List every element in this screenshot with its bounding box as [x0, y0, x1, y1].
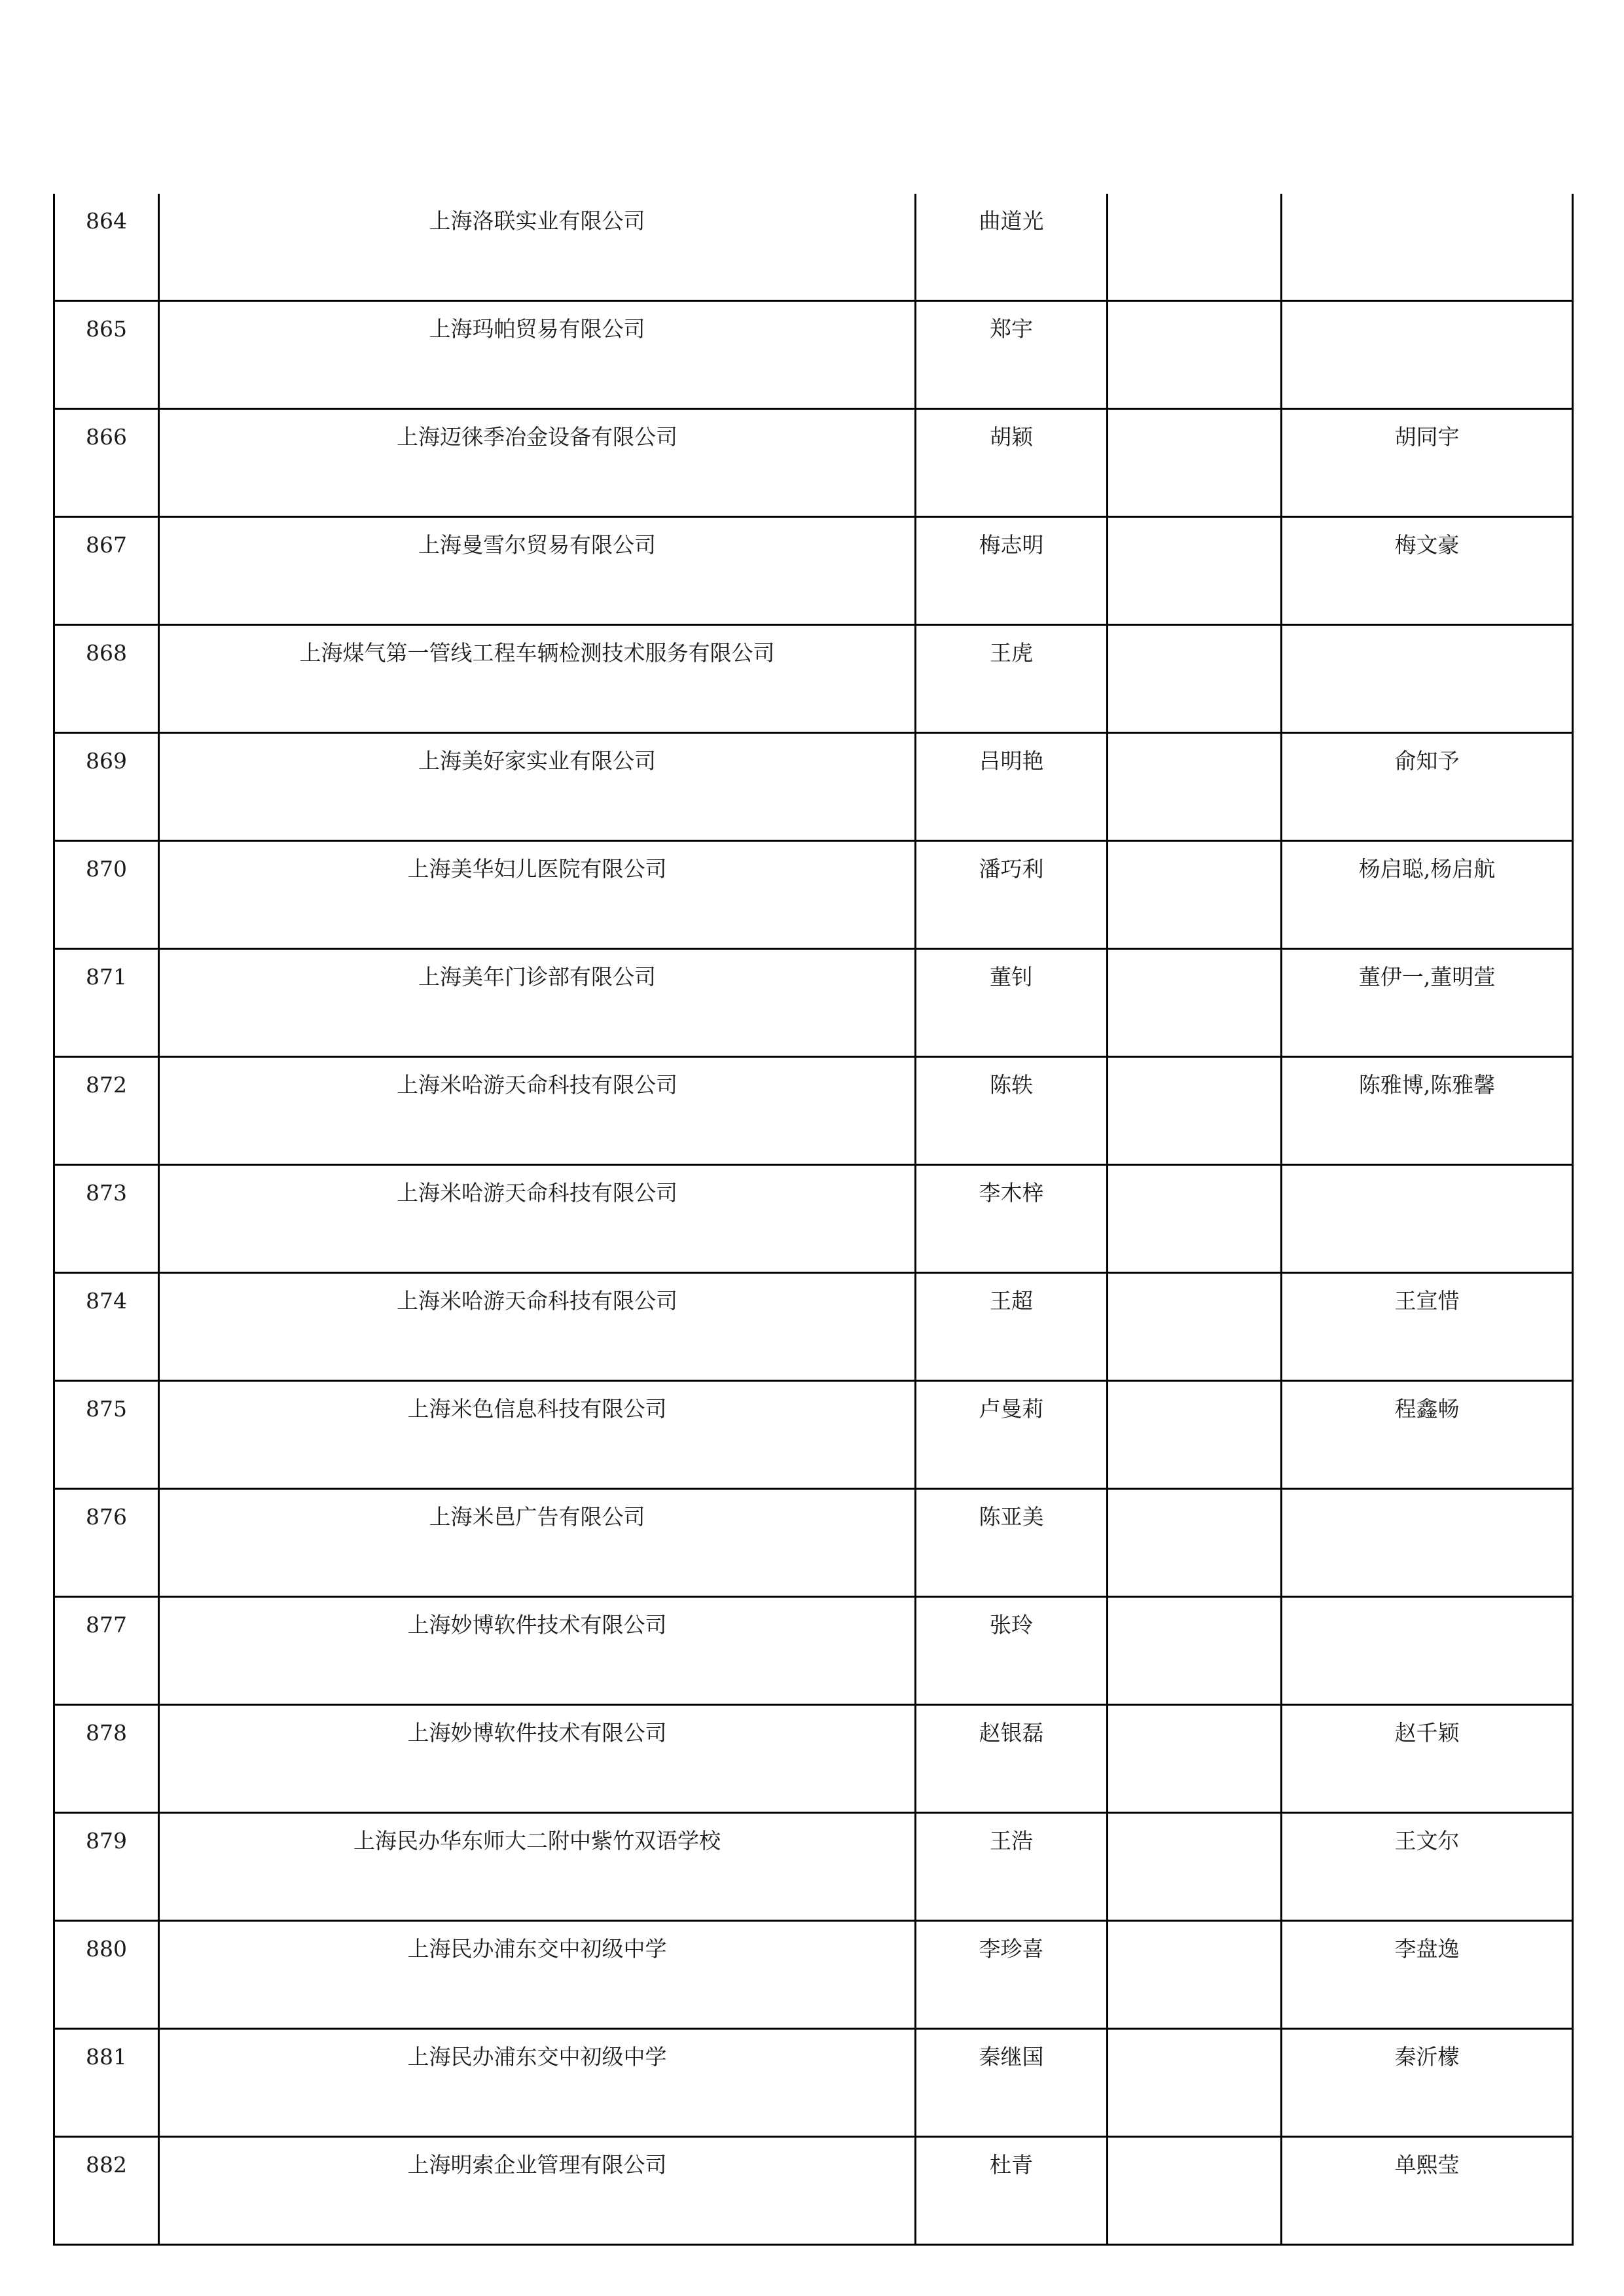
company-name: 上海煤气第一管线工程车辆检测技术服务有限公司 — [159, 625, 916, 733]
employee-name: 董钊 — [916, 949, 1108, 1057]
employee-name: 吕明艳 — [916, 733, 1108, 841]
children-names — [1282, 194, 1573, 301]
employee-name: 陈亚美 — [916, 1489, 1108, 1597]
blank-cell — [1108, 409, 1282, 517]
children-names: 程鑫畅 — [1282, 1381, 1573, 1489]
row-number: 867 — [54, 517, 159, 625]
blank-cell — [1108, 1813, 1282, 1921]
row-number: 865 — [54, 301, 159, 409]
row-number: 876 — [54, 1489, 159, 1597]
company-name: 上海玛帕贸易有限公司 — [159, 301, 916, 409]
children-names: 俞知予 — [1282, 733, 1573, 841]
employee-name: 卢曼莉 — [916, 1381, 1108, 1489]
company-name: 上海妙博软件技术有限公司 — [159, 1705, 916, 1813]
company-name: 上海民办浦东交中初级中学 — [159, 2029, 916, 2137]
company-name: 上海米色信息科技有限公司 — [159, 1381, 916, 1489]
company-name: 上海曼雪尔贸易有限公司 — [159, 517, 916, 625]
employee-name: 李木梓 — [916, 1165, 1108, 1273]
row-number: 868 — [54, 625, 159, 733]
blank-cell — [1108, 194, 1282, 301]
roster-table — [53, 194, 1574, 2246]
table-row — [54, 194, 1573, 301]
blank-cell — [1108, 1489, 1282, 1597]
employee-name: 郑宇 — [916, 301, 1108, 409]
employee-name: 梅志明 — [916, 517, 1108, 625]
table-row — [54, 517, 1573, 625]
employee-name: 张玲 — [916, 1597, 1108, 1705]
children-names: 杨启聪,杨启航 — [1282, 841, 1573, 949]
children-names — [1282, 1597, 1573, 1705]
blank-cell — [1108, 2029, 1282, 2137]
children-names: 单熙莹 — [1282, 2137, 1573, 2245]
children-names — [1282, 301, 1573, 409]
table-row — [54, 1489, 1573, 1597]
employee-name: 王超 — [916, 1273, 1108, 1381]
table-row — [54, 1921, 1573, 2029]
table-row — [54, 1273, 1573, 1381]
table-row — [54, 1057, 1573, 1165]
company-name: 上海米哈游天命科技有限公司 — [159, 1057, 916, 1165]
blank-cell — [1108, 1921, 1282, 2029]
company-name: 上海民办华东师大二附中紫竹双语学校 — [159, 1813, 916, 1921]
children-names — [1282, 1489, 1573, 1597]
children-names: 王宣惜 — [1282, 1273, 1573, 1381]
company-name: 上海洛联实业有限公司 — [159, 194, 916, 301]
table-row — [54, 1705, 1573, 1813]
children-names: 王文尔 — [1282, 1813, 1573, 1921]
children-names — [1282, 1165, 1573, 1273]
children-names — [1282, 625, 1573, 733]
company-name: 上海美华妇儿医院有限公司 — [159, 841, 916, 949]
row-number: 864 — [54, 194, 159, 301]
blank-cell — [1108, 733, 1282, 841]
table-row — [54, 625, 1573, 733]
blank-cell — [1108, 517, 1282, 625]
row-number: 866 — [54, 409, 159, 517]
row-number: 879 — [54, 1813, 159, 1921]
row-number: 877 — [54, 1597, 159, 1705]
row-number: 870 — [54, 841, 159, 949]
table-row — [54, 2029, 1573, 2137]
row-number: 881 — [54, 2029, 159, 2137]
employee-name: 赵银磊 — [916, 1705, 1108, 1813]
company-name: 上海美好家实业有限公司 — [159, 733, 916, 841]
row-number: 872 — [54, 1057, 159, 1165]
blank-cell — [1108, 1597, 1282, 1705]
roster-body — [54, 194, 1573, 2245]
children-names: 董伊一,董明萱 — [1282, 949, 1573, 1057]
blank-cell — [1108, 841, 1282, 949]
children-names: 胡同宇 — [1282, 409, 1573, 517]
company-name: 上海米哈游天命科技有限公司 — [159, 1273, 916, 1381]
blank-cell — [1108, 625, 1282, 733]
company-name: 上海美年门诊部有限公司 — [159, 949, 916, 1057]
company-name: 上海民办浦东交中初级中学 — [159, 1921, 916, 2029]
row-number: 871 — [54, 949, 159, 1057]
table-row — [54, 1381, 1573, 1489]
row-number: 873 — [54, 1165, 159, 1273]
children-names: 梅文豪 — [1282, 517, 1573, 625]
blank-cell — [1108, 1273, 1282, 1381]
employee-name: 李珍喜 — [916, 1921, 1108, 2029]
employee-name: 秦继国 — [916, 2029, 1108, 2137]
employee-name: 胡颖 — [916, 409, 1108, 517]
employee-name: 陈轶 — [916, 1057, 1108, 1165]
table-row — [54, 409, 1573, 517]
table-row — [54, 841, 1573, 949]
company-name: 上海米哈游天命科技有限公司 — [159, 1165, 916, 1273]
company-name: 上海明索企业管理有限公司 — [159, 2137, 916, 2245]
employee-name: 王浩 — [916, 1813, 1108, 1921]
children-names: 赵千颖 — [1282, 1705, 1573, 1813]
blank-cell — [1108, 1381, 1282, 1489]
table-row — [54, 733, 1573, 841]
employee-name: 杜青 — [916, 2137, 1108, 2245]
employee-name: 王虎 — [916, 625, 1108, 733]
company-name: 上海妙博软件技术有限公司 — [159, 1597, 916, 1705]
employee-name: 曲道光 — [916, 194, 1108, 301]
blank-cell — [1108, 2137, 1282, 2245]
blank-cell — [1108, 301, 1282, 409]
row-number: 869 — [54, 733, 159, 841]
children-names: 陈雅博,陈雅馨 — [1282, 1057, 1573, 1165]
row-number: 878 — [54, 1705, 159, 1813]
blank-cell — [1108, 949, 1282, 1057]
table-row — [54, 949, 1573, 1057]
children-names: 秦沂檬 — [1282, 2029, 1573, 2137]
company-name: 上海迈徕季冶金设备有限公司 — [159, 409, 916, 517]
company-name: 上海米邑广告有限公司 — [159, 1489, 916, 1597]
blank-cell — [1108, 1057, 1282, 1165]
children-names: 李盘逸 — [1282, 1921, 1573, 2029]
table-row — [54, 2137, 1573, 2245]
table-row — [54, 1165, 1573, 1273]
row-number: 880 — [54, 1921, 159, 2029]
blank-cell — [1108, 1705, 1282, 1813]
blank-cell — [1108, 1165, 1282, 1273]
row-number: 875 — [54, 1381, 159, 1489]
employee-name: 潘巧利 — [916, 841, 1108, 949]
row-number: 882 — [54, 2137, 159, 2245]
table-row — [54, 1813, 1573, 1921]
row-number: 874 — [54, 1273, 159, 1381]
table-row — [54, 301, 1573, 409]
table-row — [54, 1597, 1573, 1705]
